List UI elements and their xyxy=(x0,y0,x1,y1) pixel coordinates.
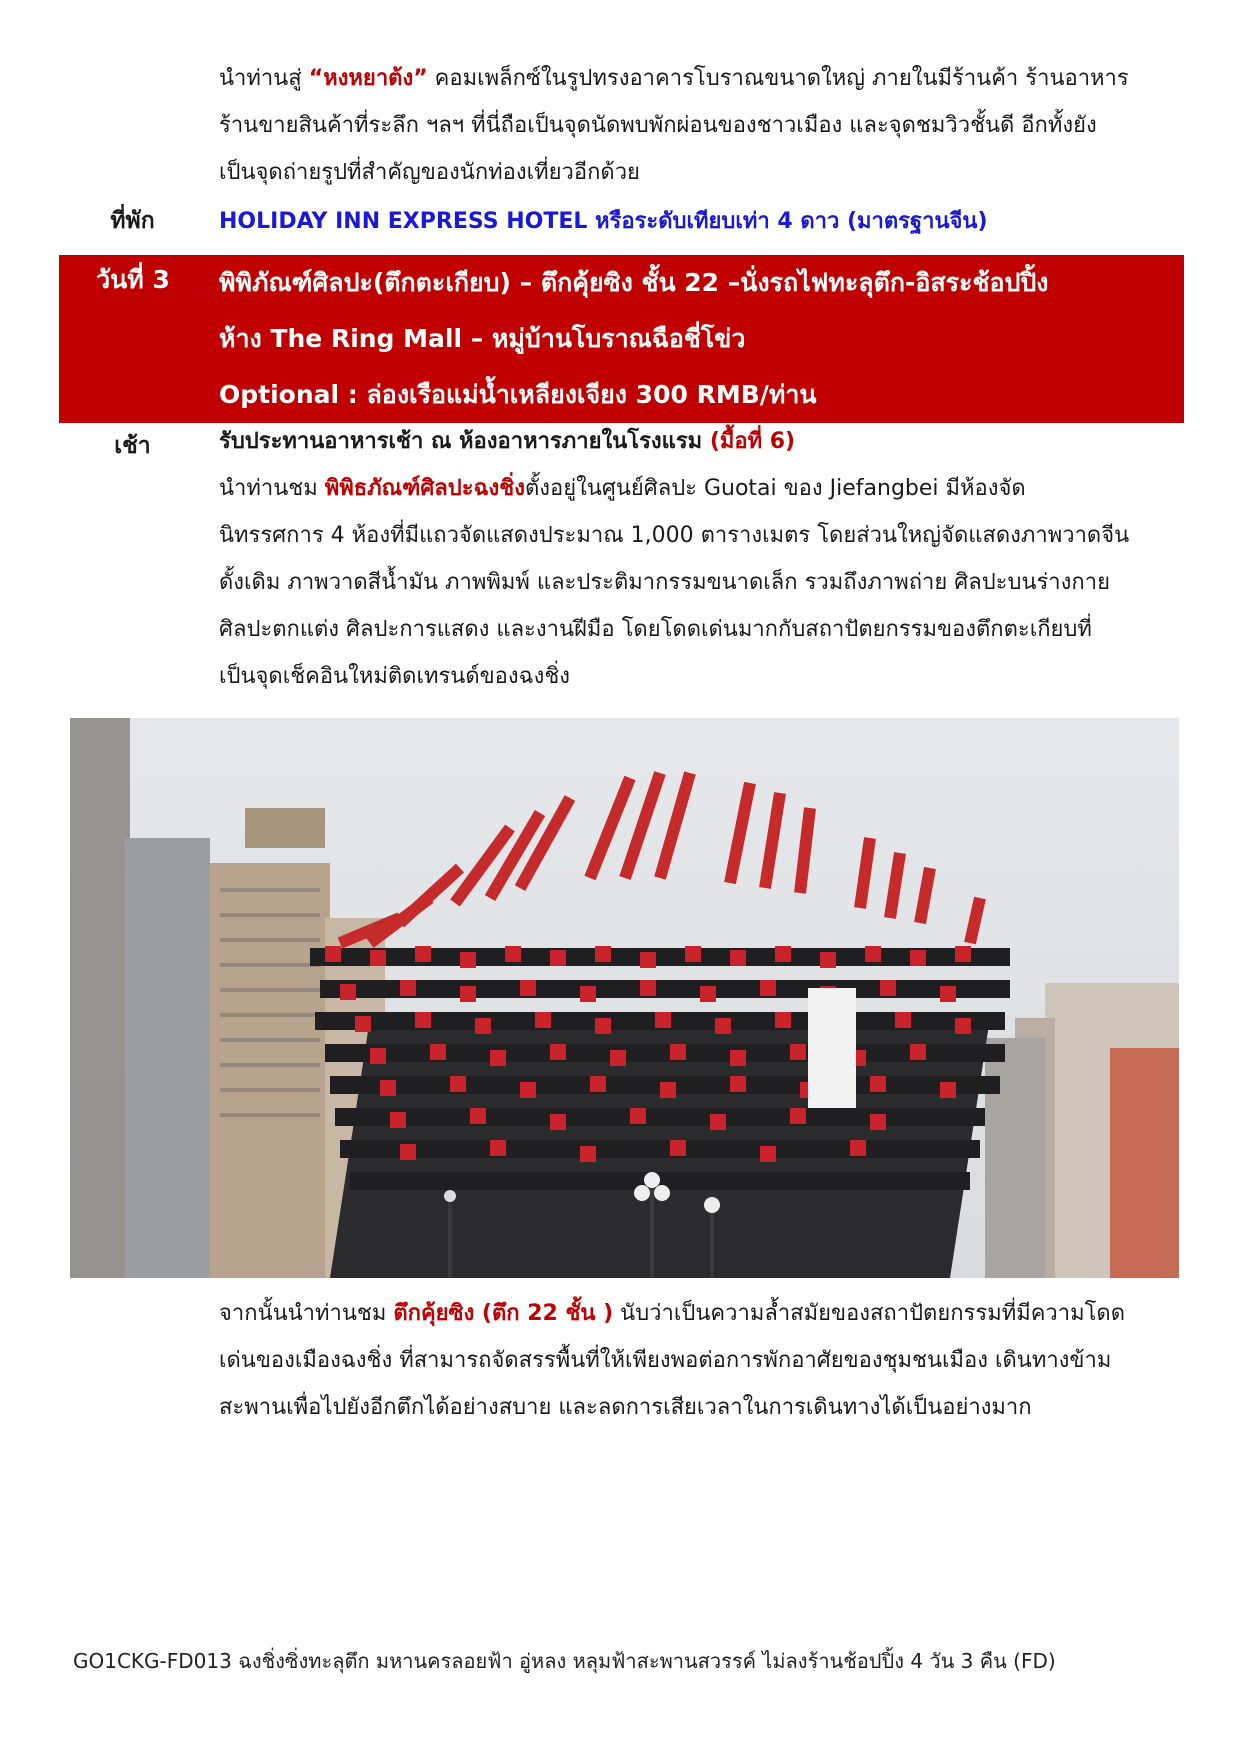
day-label: วันที่ 3 xyxy=(96,265,170,294)
hotel-text: HOLIDAY INN EXPRESS HOTEL หรือระดับเทียบเท่า 4 ดาว (มาตรฐานจีน) xyxy=(219,209,988,234)
tower-line3: สะพานเพื่อไปยังอีกตึกได้อย่างสบาย และลดการเสียเวลาในการเดินทางได้เป็นอย่างมาก xyxy=(219,1395,1032,1420)
page-footer: GO1CKG-FD013 ฉงชิ่งซิ่งทะลุตึก มหานครลอยฟ้า อู่หลง หลุมฟ้าสะพานสวรรค์ ไม่ลงร้านช้อปปิ้ง 4 วัน 3 คืน (FD) xyxy=(73,1649,1056,1673)
intro-lead: นำท่านสู่ xyxy=(219,66,309,91)
museum-line5: เป็นจุดเช็คอินใหม่ติดเทรนด์ของฉงชิ่ง xyxy=(219,664,571,689)
day-header-bar xyxy=(59,255,1184,423)
morning-paragraph xyxy=(219,418,1169,700)
tower-name: ตึกคุ้ยซิง (ตึก 22 ชั้น ) xyxy=(393,1301,614,1326)
day-title-line2: ห้าง The Ring Mall – หมู่บ้านโบราณฉือชี่โข่ว xyxy=(219,324,746,353)
intro-line1-rest: คอมเพล็กซ์ในรูปทรงอาคารโบราณขนาดใหญ่ ภายในมีร้านค้า ร้านอาหาร xyxy=(427,66,1129,91)
hotel-label: ที่พัก xyxy=(110,208,155,234)
intro-line3: เป็นจุดถ่ายรูปที่สำคัญของนักท่องเที่ยวอีกด้วย xyxy=(219,160,640,185)
intro-highlight: “หงหยาต้ง” xyxy=(308,66,428,91)
museum-lead: นำท่านชม xyxy=(219,476,325,501)
tower-lead: จากนั้นนำท่านชม xyxy=(219,1301,394,1326)
museum-line2: นิทรรศการ 4 ห้องที่มีแถวจัดแสดงประมาณ 1,000 ตารางเมตร โดยส่วนใหญ่จัดแสดงภาพวาดจีน xyxy=(219,523,1130,548)
tower-line1-rest: นับว่าเป็นความล้ำสมัยของสถาปัตยกรรมที่มีความโดด xyxy=(613,1301,1126,1326)
art-museum-photo xyxy=(70,718,1179,1278)
museum-name: พิพิธภัณฑ์ศิลปะฉงชิ่ง xyxy=(324,476,525,501)
museum-line4: ศิลปะตกแต่ง ศิลปะการแสดง และงานฝีมือ โดยโดดเด่นมากกับสถาปัตยกรรมของตึกตะเกียบที่ xyxy=(219,617,1092,642)
intro-line2: ร้านขายสินค้าที่ระลึก ฯลฯ ที่นี่ถือเป็นจุดนัดพบพักผ่อนของชาวเมือง และจุดชมวิวชั้นดี อีกทั้งยัง xyxy=(219,113,1097,138)
tower-paragraph xyxy=(219,1290,1169,1431)
chopsticks-building-illustration xyxy=(70,718,1179,1278)
day-title xyxy=(219,255,1179,423)
tower-line2: เด่นของเมืองฉงชิ่ง ที่สามารถจัดสรรพื้นที่ให้เพียงพอต่อการพักอาศัยของชุมชนเมือง เดินทางข้าม xyxy=(219,1348,1112,1373)
day-title-line3: Optional : ล่องเรือแม่น้ำเหลียงเจียง 300 RMB/ท่าน xyxy=(219,380,817,409)
morning-label: เช้า xyxy=(114,433,151,459)
day-title-line1: พิพิภัณฑ์ศิลปะ(ตึกตะเกียบ) – ตึกคุ้ยซิง ชั้น 22 –นั่งรถไฟทะลุตึก-อิสระช้อปปิ้ง xyxy=(219,268,1049,297)
museum-line3: ดั้งเดิม ภาพวาดสีน้ำมัน ภาพพิมพ์ และประติมากรรมขนาดเล็ก รวมถึงภาพถ่าย ศิลปะบนร่างกาย xyxy=(219,570,1110,595)
meal-number: (มื้อที่ 6) xyxy=(709,429,796,454)
breakfast-text: รับประทานอาหารเช้า ณ ห้องอาหารภายในโรงแรม xyxy=(219,429,710,454)
intro-paragraph xyxy=(219,55,1169,196)
museum-line1-rest: ตั้งอยู่ในศูนย์ศิลปะ Guotai ของ Jiefangbei มีห้องจัด xyxy=(524,476,1026,501)
